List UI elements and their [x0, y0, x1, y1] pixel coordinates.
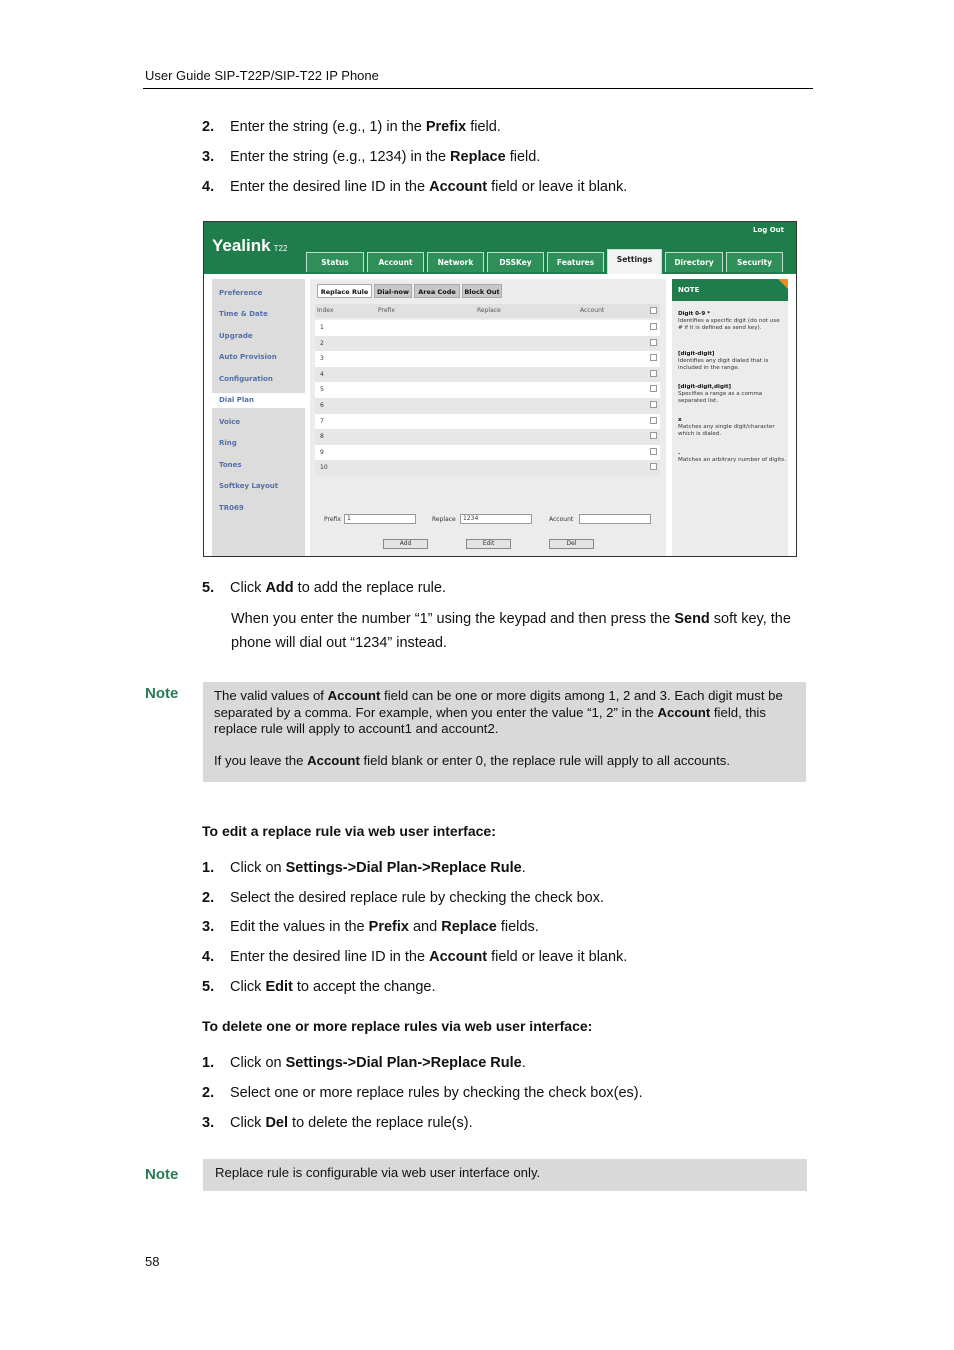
step-item — [202, 149, 540, 165]
step-item — [202, 580, 446, 596]
running-header: User Guide SIP-T22P/SIP-T22 IP Phone — [145, 68, 379, 83]
row-checkbox[interactable] — [650, 323, 657, 330]
subtab-area-code[interactable]: Area Code — [414, 284, 460, 298]
prefix-label: Prefix — [324, 516, 341, 523]
subtab-dial-now[interactable]: Dial-now — [374, 284, 412, 298]
step-bold: Replace — [450, 149, 506, 165]
step-item: 1. Click on Settings->Dial Plan->Replace Rule. — [202, 860, 526, 876]
step-text: to add the replace rule. — [293, 580, 446, 596]
row-checkbox[interactable] — [650, 370, 657, 377]
header-rule — [143, 88, 813, 89]
tab-security[interactable]: Security — [726, 252, 783, 272]
step-text: Enter the string (e.g., 1234) in the — [230, 149, 451, 165]
sidebar-item-dial-plan[interactable]: Dial Plan — [212, 393, 305, 408]
step-text: field. — [466, 119, 501, 135]
note-corner-decoration — [778, 279, 788, 289]
sidebar-item-time-date[interactable]: Time & Date — [219, 310, 268, 318]
note-box — [203, 1159, 807, 1191]
step-number: 4. — [202, 179, 215, 195]
sidebar-item-voice[interactable]: Voice — [219, 418, 241, 426]
step-item — [202, 119, 501, 135]
row-checkbox[interactable] — [650, 463, 657, 470]
row-checkbox[interactable] — [650, 401, 657, 408]
step-text: field or leave it blank. — [487, 179, 628, 195]
step-text: Enter the string (e.g., 1) in the — [230, 119, 426, 135]
note-paragraph: Replace rule is configurable via web user interface only. — [215, 1165, 541, 1180]
tab-network[interactable]: Network — [427, 252, 484, 272]
step-item: 4. Enter the desired line ID in the Account field or leave it blank. — [202, 949, 628, 965]
table-row: 10 — [315, 460, 660, 476]
column-header-prefix: Prefix — [378, 307, 395, 314]
step-item: 3. Edit the values in the Prefix and Replace fields. — [202, 919, 539, 935]
step-text: Enter the desired line ID in the — [230, 179, 430, 195]
sidebar-item-upgrade[interactable]: Upgrade — [219, 332, 253, 340]
tab-settings[interactable]: Settings — [607, 249, 662, 274]
step-text: Click — [230, 580, 266, 596]
step-bold: Add — [265, 580, 294, 596]
column-header-account: Account — [580, 307, 605, 314]
note-entry: [digit-digit] Identifies any digit dialed that is included in the range. — [678, 351, 769, 371]
tab-features[interactable]: Features — [547, 252, 604, 272]
table-row: 8 — [315, 429, 660, 445]
note-box — [203, 682, 806, 782]
table-row: 7 — [315, 414, 660, 430]
note-entry: x Matches any single digit/character which is dialed. — [678, 417, 775, 437]
sidebar-item-auto-provision[interactable]: Auto Provision — [219, 353, 277, 361]
prefix-input[interactable]: 1 — [344, 514, 416, 524]
table-row: 1 — [315, 320, 660, 336]
table-row: 6 — [315, 398, 660, 414]
step-item: 1. Click on Settings->Dial Plan->Replace Rule. — [202, 1055, 526, 1071]
account-input[interactable] — [579, 514, 651, 524]
row-checkbox[interactable] — [650, 339, 657, 346]
step5-explanation: When you enter the number “1” using the keypad and then press the Send soft key, the phone will dial out “1234” instead. — [231, 611, 791, 651]
add-button[interactable]: Add — [383, 539, 428, 549]
del-button[interactable]: Del — [549, 539, 594, 549]
sidebar-item-ring[interactable]: Ring — [219, 439, 237, 447]
row-checkbox[interactable] — [650, 354, 657, 361]
section-heading: To edit a replace rule via web user interface: — [202, 823, 496, 839]
sidebar-item-configuration[interactable]: Configuration — [219, 375, 273, 383]
note-entry: Digit 0-9 * Identifies a specific digit (do not use # if it is defined as send key). — [678, 311, 780, 331]
step-item: 2. Select one or more replace rules by checking the check box(es). — [202, 1085, 643, 1101]
note-entry: [digit-digit,digit] Specifies a range as a comma separated list. — [678, 384, 763, 404]
row-checkbox[interactable] — [650, 432, 657, 439]
column-header-replace: Replace — [477, 307, 501, 314]
table-row: 4 — [315, 367, 660, 383]
tab-directory[interactable]: Directory — [665, 252, 723, 272]
tab-account[interactable]: Account — [367, 252, 424, 272]
step-item: 5. Click Edit to accept the change. — [202, 979, 436, 995]
subtab-block-out[interactable]: Block Out — [462, 284, 502, 298]
table-row: 3 — [315, 351, 660, 367]
table-header — [315, 304, 660, 318]
edit-button[interactable]: Edit — [466, 539, 511, 549]
sidebar-item-tones[interactable]: Tones — [219, 461, 242, 469]
row-checkbox[interactable] — [650, 385, 657, 392]
tab-dsskey[interactable]: DSSKey — [487, 252, 544, 272]
table-row: 9 — [315, 445, 660, 461]
step-item: 3. Click Del to delete the replace rule(s). — [202, 1115, 473, 1131]
web-ui-screenshot — [203, 221, 797, 557]
tab-status[interactable]: Status — [306, 252, 364, 272]
subtab-replace-rule[interactable]: Replace Rule — [317, 284, 372, 298]
sidebar-item-tr069[interactable]: TR069 — [219, 504, 244, 512]
note-label: Note — [145, 685, 179, 702]
note-paragraph: The valid values of Account field can be one or more digits among 1, 2 and 3. Each digit must be separated by a comma. For example, when you enter the value “1, 2” in the Account field, this replace rule will apply to account1 and account2. — [214, 688, 783, 736]
select-all-checkbox[interactable] — [650, 307, 657, 314]
note-paragraph: If you leave the Account field blank or enter 0, the replace rule will apply to all accounts. — [214, 753, 731, 768]
note-panel-title: NOTE — [672, 279, 788, 301]
step-number: 2. — [202, 119, 215, 135]
page-number: 58 — [145, 1254, 160, 1269]
note-entry: . Matches an arbitrary number of digits. — [678, 450, 786, 463]
section-heading: To delete one or more replace rules via web user interface: — [202, 1018, 593, 1034]
step-item — [202, 179, 627, 195]
note-label: Note — [145, 1166, 179, 1183]
account-label: Account — [549, 516, 574, 523]
row-checkbox[interactable] — [650, 448, 657, 455]
step-item: 2. Select the desired replace rule by checking the check box. — [202, 890, 604, 906]
step-number: 5. — [202, 580, 215, 596]
replace-label: Replace — [432, 516, 456, 523]
step-bold: Prefix — [425, 119, 467, 135]
step-number: 3. — [202, 149, 215, 165]
logout-link[interactable]: Log Out — [753, 226, 784, 234]
sidebar-item-softkey-layout[interactable]: Softkey Layout — [219, 482, 279, 490]
step-text: field. — [505, 149, 541, 165]
table-row: 5 — [315, 382, 660, 398]
column-header-index: Index — [317, 307, 334, 314]
sidebar-item-preference[interactable]: Preference — [219, 289, 263, 297]
table-row: 2 — [315, 336, 660, 352]
row-checkbox[interactable] — [650, 417, 657, 424]
yealink-logo: Yealink T22 — [212, 236, 288, 255]
step-bold: Account — [429, 179, 488, 195]
replace-input[interactable]: 1234 — [460, 514, 532, 524]
